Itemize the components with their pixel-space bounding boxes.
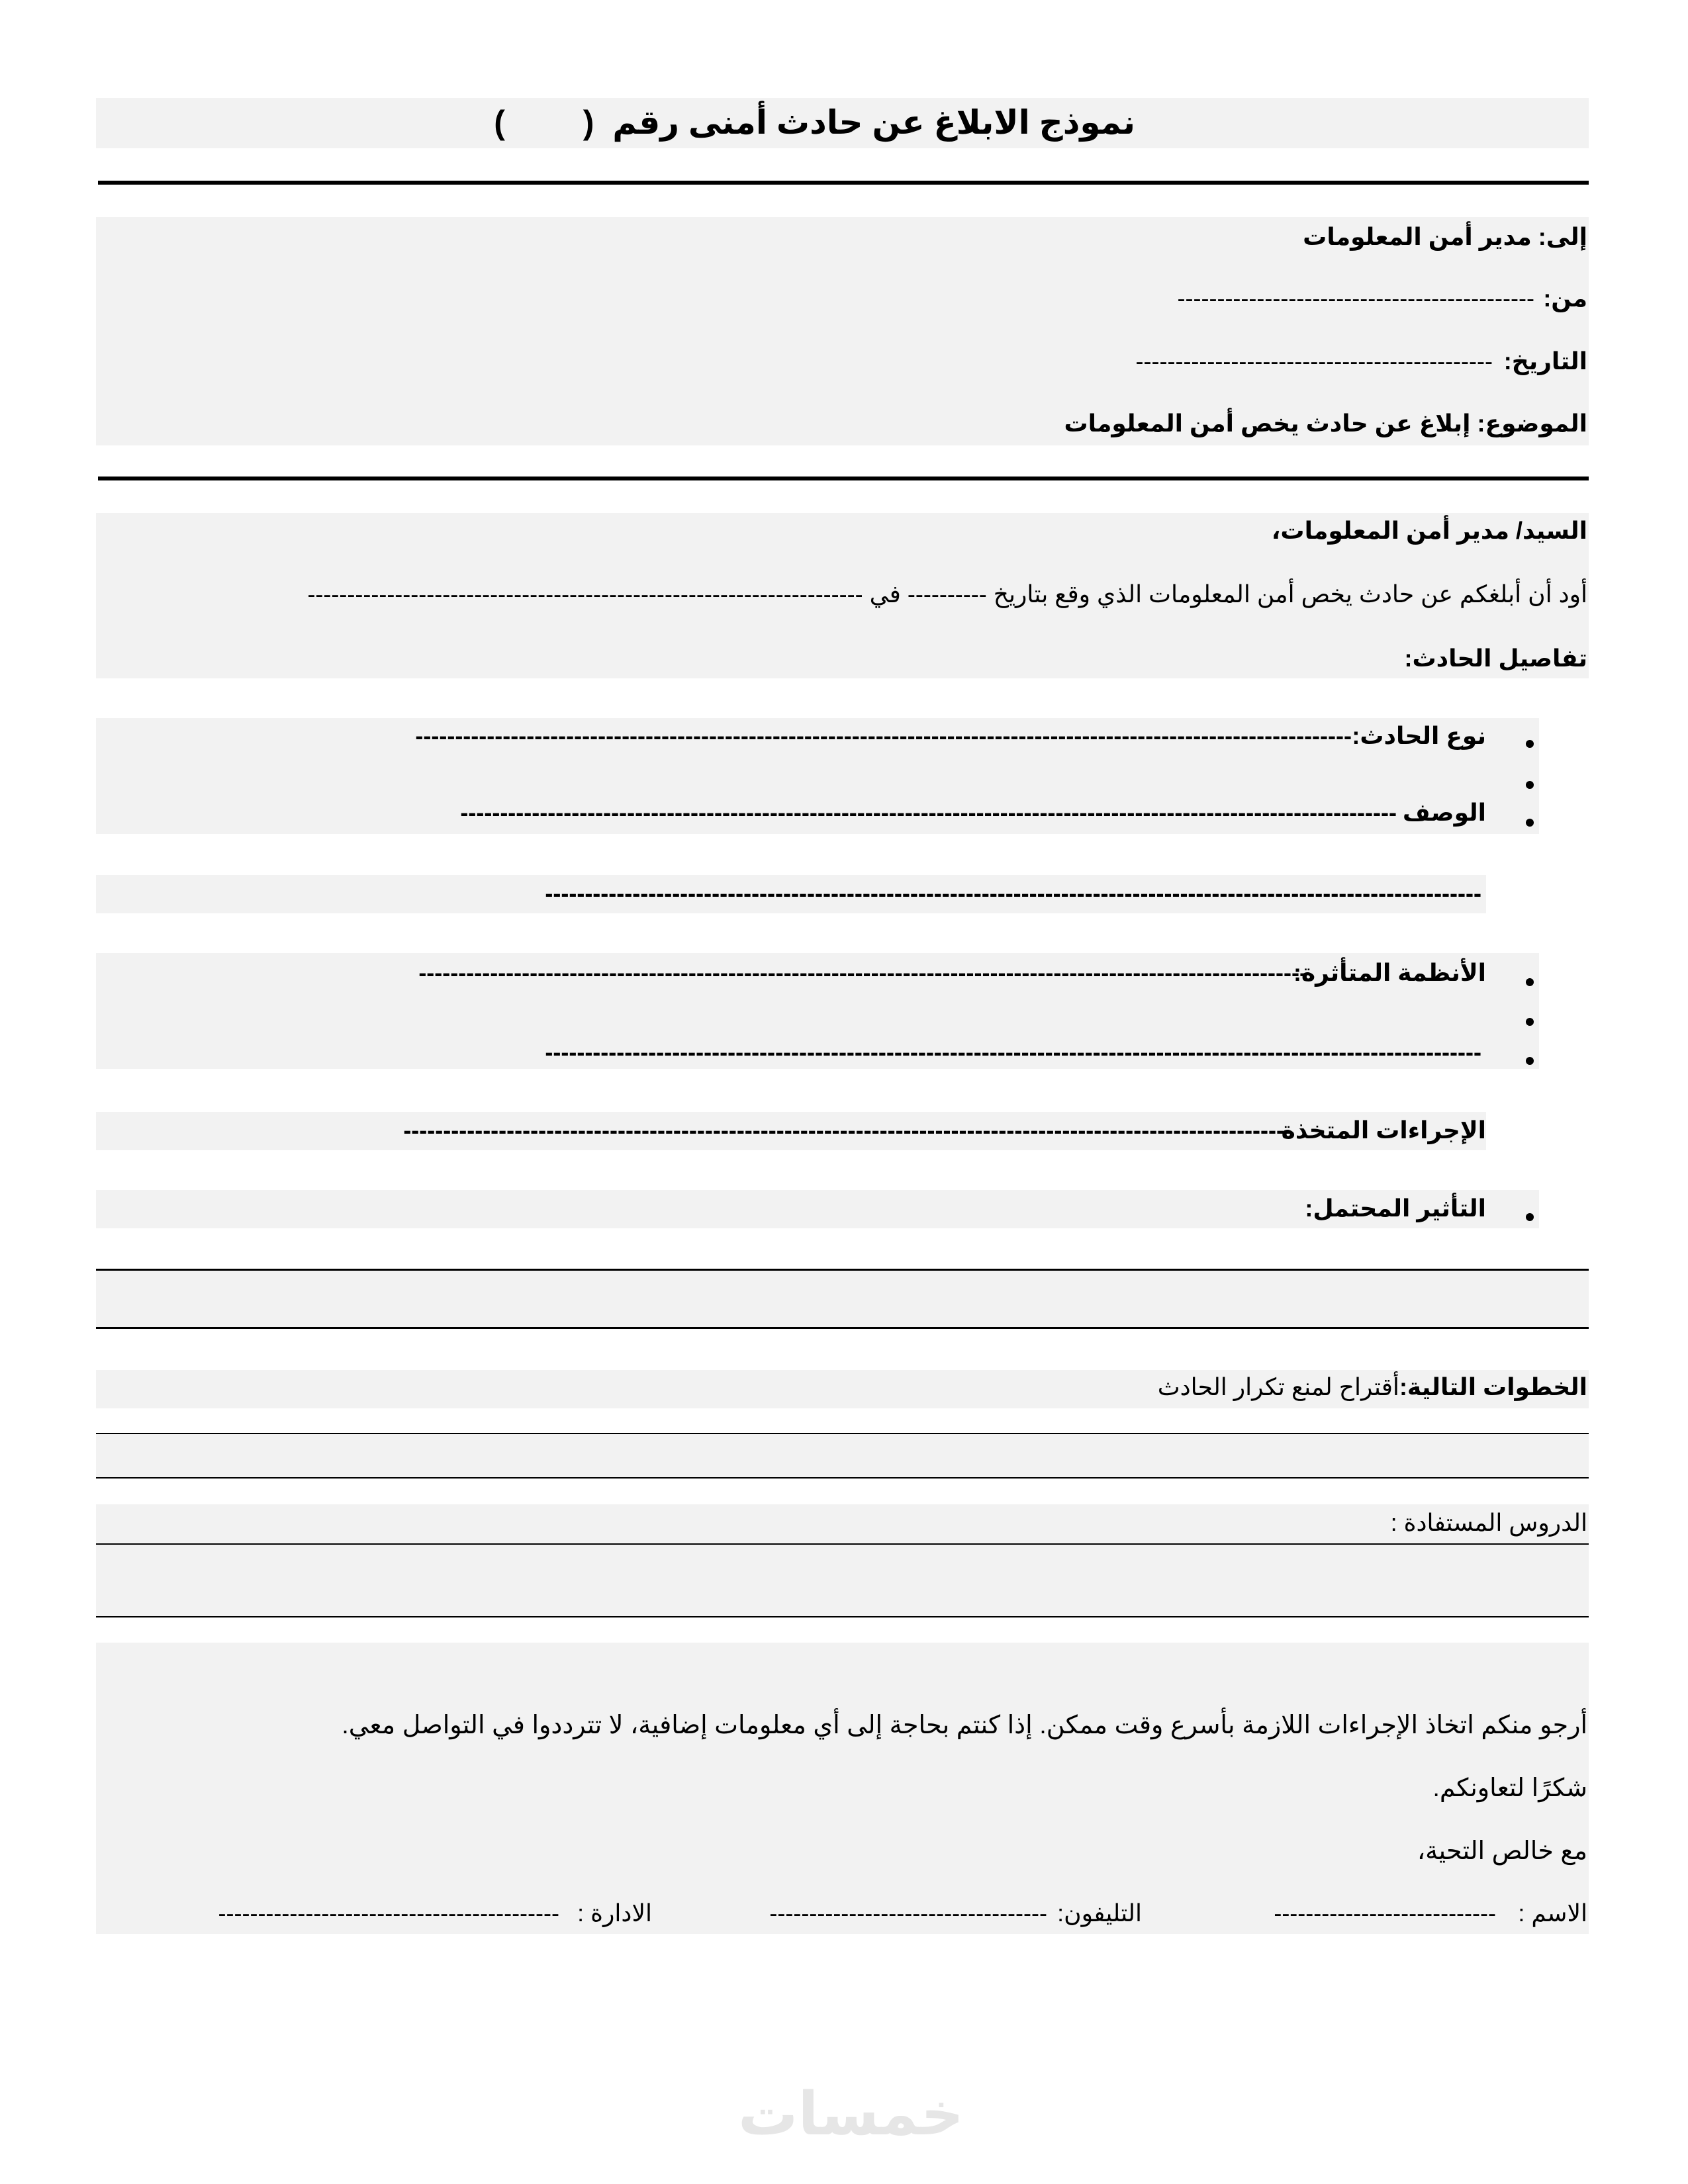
- affected-systems-field[interactable]: ----------------------------------------------------------------------------------------------------------------: [418, 961, 1307, 985]
- closing-request: أرجو منكم اتخاذ الإجراءات اللازمة بأسرع وقت ممكن. إذا كنتم بحاجة إلى أي معلومات إضافية، لا تترددوا في التواصل معي.: [342, 1711, 1587, 1739]
- closing-thanks: شكرًا لتعاونكم.: [1432, 1774, 1587, 1802]
- department-field[interactable]: -------------------------------------------: [218, 1901, 559, 1925]
- next-steps: [1158, 1375, 1587, 1399]
- incident-type-field[interactable]: ----------------------------------------------------------------------------------------------------------------------: [415, 724, 1352, 748]
- bullet-1: [1526, 740, 1534, 748]
- title-number-close: ): [494, 104, 505, 141]
- from-field[interactable]: ---------------------------------------------: [1177, 285, 1534, 312]
- date-field[interactable]: ---------------------------------------------: [1135, 347, 1493, 375]
- description-field[interactable]: ----------------------------------------------------------------------------------------------------------------------: [460, 801, 1397, 825]
- phone-field[interactable]: -----------------------------------: [769, 1899, 1047, 1927]
- bullet-3: [1526, 819, 1534, 827]
- next-steps-line-2: [96, 1477, 1589, 1479]
- intro-date-field[interactable]: ----------: [907, 580, 987, 608]
- salutation: السيد/ مدير أمن المعلومات،: [1271, 517, 1587, 544]
- intro-sentence: أود أن أبلغكم عن حادث يخص أمن المعلومات الذي وقع بتاريخ: [993, 580, 1587, 608]
- intro-place-field[interactable]: ----------------------------------------------------------------------: [307, 580, 863, 608]
- from-label: من:: [1543, 285, 1587, 312]
- divider-header: [98, 477, 1589, 480]
- lessons-line-2: [96, 1616, 1589, 1617]
- next-steps-writing-band: [96, 1434, 1589, 1477]
- title-text: نموذج الابلاغ عن حادث أمنى رقم: [612, 104, 1135, 141]
- watermark-logo: خمسات: [738, 2081, 964, 2148]
- to-line: إلى: مدير أمن المعلومات: [1303, 223, 1587, 250]
- closing-regards: مع خالص التحية،: [1417, 1837, 1587, 1865]
- intro-in: في: [869, 580, 901, 608]
- bullet-6: [1526, 1057, 1534, 1065]
- bullet-4: [1526, 978, 1534, 986]
- name-field[interactable]: ----------------------------: [1274, 1899, 1496, 1927]
- lessons-band: [96, 1504, 1589, 1543]
- impact-writing-band: [96, 1271, 1589, 1327]
- lessons-writing-band: [96, 1545, 1589, 1616]
- affected-systems-label: الأنظمة المتأثرة:: [1293, 959, 1486, 986]
- closing-band: [96, 1643, 1589, 1934]
- subject-line: الموضوع: إبلاغ عن حادث يخص أمن المعلومات: [1064, 410, 1587, 437]
- bullet-7: [1526, 1213, 1534, 1221]
- title-number-open: (: [583, 104, 594, 141]
- phone-label: التليفون:: [1057, 1899, 1142, 1927]
- description-label: الوصف: [1402, 799, 1486, 826]
- description-field-2[interactable]: ----------------------------------------------------------------------------------------------------------------------: [545, 882, 1481, 905]
- department-label: الادارة :: [577, 1899, 652, 1927]
- lessons-label: الدروس المستفادة :: [1390, 1509, 1587, 1536]
- bullet-5: [1526, 1018, 1534, 1026]
- incident-type-label: نوع الحادث:: [1352, 722, 1486, 749]
- impact-line-2: [96, 1327, 1589, 1329]
- next-steps-text: أقتراح لمنع تكرار الحادث: [1157, 1373, 1399, 1400]
- impact-label: التأثير المحتمل:: [1305, 1195, 1486, 1222]
- actions-field[interactable]: ----------------------------------------------------------------------------------------------------------------: [403, 1118, 1292, 1142]
- actions-label: الإجراءات المتخذة: [1281, 1116, 1486, 1144]
- intro-text: [307, 582, 1587, 606]
- date-label: التاريخ:: [1503, 347, 1587, 375]
- divider-top: [98, 181, 1589, 185]
- details-heading: تفاصيل الحادث:: [1404, 645, 1587, 672]
- name-label: الاسم :: [1518, 1899, 1587, 1927]
- bullet-2: [1526, 781, 1534, 789]
- next-steps-label: الخطوات التالية:: [1399, 1373, 1587, 1400]
- affected-systems-field-2[interactable]: ----------------------------------------------------------------------------------------------------------------------: [545, 1040, 1481, 1064]
- page-title: [494, 106, 1135, 139]
